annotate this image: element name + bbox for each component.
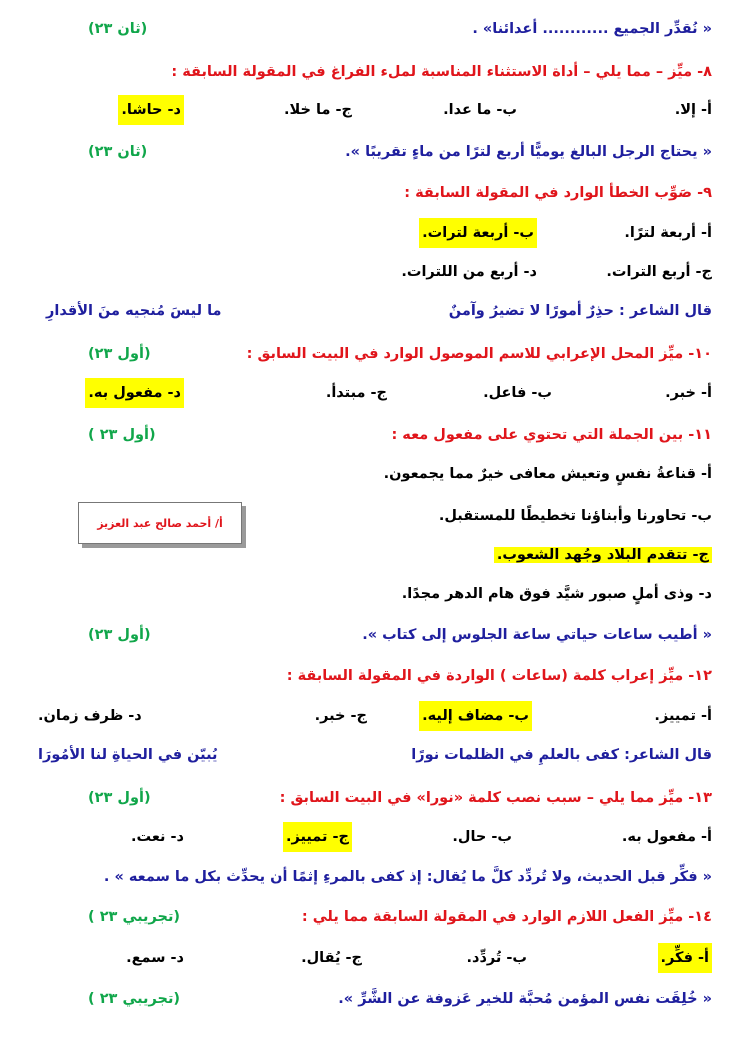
question-9-options-row1 xyxy=(38,218,712,248)
question-prompt: ٩- صَوِّب الخطأ الوارد في المقولة السابقة : xyxy=(404,185,712,201)
author-name: أ/ أحمد صالح عبد العزيز xyxy=(97,516,223,530)
question-14 xyxy=(38,902,712,932)
option-b[interactable]: ب- حال. xyxy=(452,829,512,845)
question-prompt: ١٢- ميِّز إعراب كلمة (ساعات ) الواردة في المقولة السابقة : xyxy=(286,668,712,684)
option-b[interactable]: ب- ما عدا. xyxy=(443,102,517,118)
option-a[interactable]: أ- تمييز. xyxy=(654,708,712,724)
option-c[interactable]: ج- أربع الترات. xyxy=(606,264,712,280)
quote-line xyxy=(38,984,712,1014)
question-9 xyxy=(38,178,712,208)
option-d[interactable]: د- ظرف زمان. xyxy=(38,708,142,724)
question-14-options xyxy=(38,943,712,973)
question-12 xyxy=(38,661,712,691)
poem-hemistich-second: ما ليسَ مُنجيه منَ الأقدارِ xyxy=(46,303,222,319)
question-8 xyxy=(38,57,712,87)
option-b[interactable]: ب- تحاورنا وأبناؤنا تخطيطًا للمستقبل. xyxy=(438,508,712,524)
exam-tag: (تجريبي ٢٣ ) xyxy=(88,909,181,925)
poem-hemistich-first: قال الشاعر: كفى بالعلمِ في الظلمات نورًا xyxy=(411,747,712,763)
option-a[interactable]: أ- مفعول به. xyxy=(621,829,712,845)
quote-text: « نُقدِّر الجميع ............ أعدائنا» . xyxy=(472,21,712,37)
option-d-answer[interactable]: د- مفعول به. xyxy=(85,378,184,408)
question-prompt: ١٣- ميِّز مما يلي – سبب نصب كلمة «نورا» في البيت السابق : xyxy=(279,790,712,806)
question-13 xyxy=(38,783,712,813)
option-b[interactable]: ب- فاعل. xyxy=(483,385,552,401)
exam-tag: (أول ٢٣) xyxy=(88,346,151,362)
quote-text: « فكِّر قبل الحديث، ولا تُردِّد كلَّ ما يُقال: إذ كفى بالمرءِ إثمًا أن يحدِّث بكل ما سمعه » . xyxy=(103,869,712,885)
option-d[interactable]: د- سمع. xyxy=(126,950,184,966)
exam-tag: (أول ٢٣ ) xyxy=(88,427,156,443)
option-a[interactable]: أ- أربعة لترًا. xyxy=(624,225,712,241)
option-a-answer[interactable]: أ- فكِّر. xyxy=(658,943,713,973)
question-10 xyxy=(38,339,712,369)
question-11-option-c xyxy=(38,540,712,570)
option-a[interactable]: أ- قناعةُ نفسٍ وتعيش معافى خيرٌ مما يجمعون. xyxy=(383,466,712,482)
option-a[interactable]: أ- إلا. xyxy=(674,102,712,118)
exam-tag: (أول ٢٣) xyxy=(88,790,151,806)
question-prompt: ١٤- ميِّز الفعل اللازم الوارد في المقولة السابقة مما يلي : xyxy=(301,909,712,925)
question-9-options-row2 xyxy=(38,257,712,287)
exam-tag: (ثان ٢٣) xyxy=(88,144,148,160)
exam-tag: (ثان ٢٣) xyxy=(88,21,148,37)
option-c[interactable]: ج- يُقال. xyxy=(301,950,362,966)
question-11-option-a xyxy=(38,459,712,489)
question-prompt: ١٠- ميِّز المحل الإعرابي للاسم الموصول الوارد في البيت السابق : xyxy=(246,346,712,362)
quote-line xyxy=(38,14,712,44)
quote-text: « أطيب ساعات حياتي ساعة الجلوس إلى كتاب ». xyxy=(362,627,712,643)
quote-line xyxy=(38,137,712,167)
option-d[interactable]: د- وذى أملٍ صبور شيَّد فوق هام الدهر مجدًا. xyxy=(401,586,712,602)
option-a[interactable]: أ- خبر. xyxy=(665,385,712,401)
poem-hemistich-second: يُبيّن في الحياةِ لنا الأمُورَا xyxy=(38,747,218,763)
author-stamp xyxy=(78,502,242,544)
option-c-answer[interactable]: ج- تمييز. xyxy=(283,822,352,852)
option-d[interactable]: د- نعت. xyxy=(131,829,184,845)
quote-text: « خُلِقَت نفس المؤمن مُحبَّة للخير عَزوفة عن الشَّرِّ ». xyxy=(338,991,712,1007)
quote-line xyxy=(38,620,712,650)
option-c[interactable]: ج- خبر. xyxy=(314,708,367,724)
option-b-answer[interactable]: ب- مضاف إليه. xyxy=(419,701,532,731)
question-prompt: ١١- بين الجملة التي تحتوي على مفعول معه : xyxy=(391,427,712,443)
option-b-answer[interactable]: ب- أربعة لترات. xyxy=(419,218,537,248)
poem-hemistich-first: قال الشاعر : حذِرٌ أمورًا لا تضيرُ وآمنٌ xyxy=(448,303,712,319)
option-d-answer[interactable]: د- حاشا. xyxy=(118,95,184,125)
question-11 xyxy=(38,420,712,450)
option-c[interactable]: ج- ما خلا. xyxy=(284,102,352,118)
exam-tag: (تجريبي ٢٣ ) xyxy=(88,991,181,1007)
quote-line xyxy=(38,862,712,892)
question-8-options xyxy=(38,95,712,125)
option-c[interactable]: ج- مبتدأ. xyxy=(325,385,387,401)
poem-line xyxy=(38,296,712,326)
question-prompt: ٨- ميِّز – مما يلي – أداة الاستثناء المناسبة لملء الفراغ في المقولة السابقة : xyxy=(171,64,712,80)
option-b[interactable]: ب- تُردِّد. xyxy=(466,950,527,966)
poem-line xyxy=(38,740,712,770)
exam-tag: (أول ٢٣) xyxy=(88,627,151,643)
question-12-options xyxy=(38,701,712,731)
option-d[interactable]: د- أربع من اللترات. xyxy=(401,264,537,280)
quote-text: « يحتاج الرجل البالغ يوميًّا أربع لترًا من ماءٍ تقريبًا ». xyxy=(345,144,712,160)
question-13-options xyxy=(38,822,712,852)
question-10-options xyxy=(38,378,712,408)
question-11-option-d xyxy=(38,579,712,609)
option-c-answer[interactable]: ج- تتقدم البلاد وجُهد الشعوب. xyxy=(494,547,712,563)
